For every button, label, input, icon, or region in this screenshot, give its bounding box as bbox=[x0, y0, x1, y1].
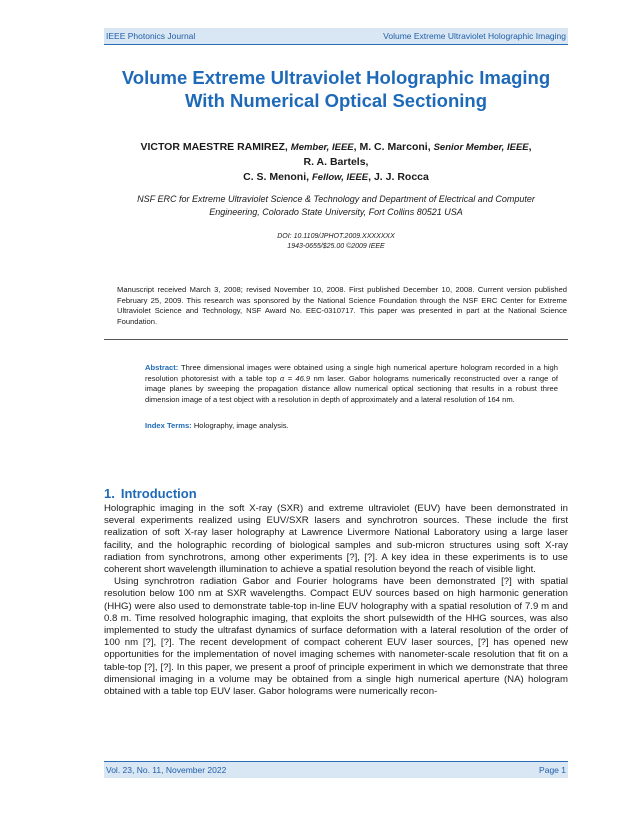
manuscript-note: Manuscript received March 3, 2008; revised November 10, 2008. First published December 10, 2008. Current version published February 25, 2009. This research was sponsored by the National Science Foundation through the NSF ERC Center for Extreme Ultraviolet Science and Technology, NSF Award No. EEC-0310717. This paper was presented in part at the National Science Foundation. bbox=[117, 285, 567, 326]
author-role: Fellow, IEEE bbox=[311, 172, 369, 183]
paragraph: Using synchrotron radiation Gabor and Fourier holograms have been demonstrated [?] with spatial resolution below 100 nm at SXR wavelengths. Compact EUV sources based on high harmonic generation (HHG) were also used to demonstrate table-top in-line EUV holography with a spatial resolution of 7.9 m and 0.8 m. Time resolved holographic imaging, that exploits the short pulsewidth of the HHG sources, was also implemented to study the ultrafast dynamics of surface deformation with a lateral resolution of the order of 100 nm [?], [?]. The recent development of compact coherent EUV laser sources, [?] has opened new opportunities for the implementation of novel imaging schemes with nanometer-scale resolution that fit on a table-top [?], [?]. In this paper, we present a proof of principle experiment in which we demonstrate that three dimensional imaging in a volume may be obtained from a single high numerical aperture (NA) hologram obtained with a table top EUV laser. Gabor holograms were numerically recon- bbox=[104, 576, 568, 698]
title-line-2: With Numerical Optical Sectioning bbox=[184, 90, 488, 111]
title-line-1: Volume Extreme Ultraviolet Holographic Imaging bbox=[121, 67, 551, 88]
page-number: Page 1 bbox=[539, 765, 566, 775]
author-name: J. J. Rocca bbox=[373, 171, 429, 183]
body-text bbox=[104, 503, 568, 698]
page-footer bbox=[104, 761, 568, 778]
abstract-math: α = 46.9 bbox=[279, 373, 311, 383]
author-name: C. S. Menoni, bbox=[243, 171, 310, 183]
affiliation-line-1: NSF ERC for Extreme Ultraviolet Science & Technology and Department of Electrical and Computer bbox=[137, 194, 535, 204]
author-role: Member, IEEE bbox=[290, 142, 354, 153]
abstract-text-end: nm laser. Gabor holograms numerically reconstructed over a range of image planes by sweeping the propagation distance allow numerical optical sectioning that results in a robust three dimension image of a test object with a resolution in depth of approximately and a lateral resolution of 164 nm. bbox=[145, 373, 558, 404]
author-name: VICTOR MAESTRE RAMIREZ, bbox=[140, 141, 288, 153]
section-number: 1. bbox=[104, 486, 115, 501]
author-list: VICTOR MAESTRE RAMIREZ, Member, IEEE, M. C. Marconi, Senior Member, IEEE, R. A. Bartels, C. S. Menoni, Fellow, IEEE, J. J. Rocca bbox=[140, 141, 532, 183]
journal-name: IEEE Photonics Journal bbox=[106, 31, 196, 41]
paper-title bbox=[90, 66, 582, 112]
affiliation bbox=[104, 193, 568, 219]
section-heading bbox=[104, 486, 203, 501]
page-header bbox=[104, 28, 568, 45]
volume-info: Vol. 23, No. 11, November 2022 bbox=[106, 765, 227, 775]
section-title: Introduction bbox=[120, 486, 197, 501]
affiliation-line-2: Engineering, Colorado State University, Fort Collins 80521 USA bbox=[209, 207, 463, 217]
abstract-label: Abstract: bbox=[145, 363, 179, 372]
abstract bbox=[145, 363, 558, 405]
abstract-text-start: Three dimensional images were obtained using a single high numerical aperture hologram recorded in a high resolution photoresist with a table top bbox=[145, 363, 558, 383]
index-terms-text: Holography, image analysis. bbox=[193, 421, 289, 430]
author-role: Senior Member, IEEE bbox=[433, 142, 529, 153]
running-title: Volume Extreme Ultraviolet Holographic Imaging bbox=[383, 31, 566, 41]
index-terms bbox=[145, 421, 558, 430]
copyright-line: 1943-0655/$25.00 ©2009 IEEE bbox=[287, 243, 385, 250]
doi-line: DOI: 10.1109/JPHOT.2009.XXXXXXX bbox=[277, 233, 395, 240]
index-terms-label: Index Terms: bbox=[145, 421, 192, 430]
doi-block bbox=[104, 232, 568, 252]
author-name: R. A. Bartels, bbox=[303, 156, 369, 168]
divider bbox=[104, 339, 568, 340]
author-name: M. C. Marconi, bbox=[359, 141, 431, 153]
paragraph: Holographic imaging in the soft X-ray (SXR) and extreme ultraviolet (EUV) have been demonstrated in several experiments realized using EUV/SXR lasers and synchrotron sources. These include the first realization of soft X-ray laser holography at Lawrence Livermore National Laboratory using a large laser facility, and the holographic recording of biological samples and sub-micron structures using soft X-ray radiation from synchrotrons, among other experiments [?], [?]. A key idea in these experiments is to use coherent short wavelength illumination to achieve a spatial resolution beyond the reach of visible light. bbox=[104, 503, 568, 576]
